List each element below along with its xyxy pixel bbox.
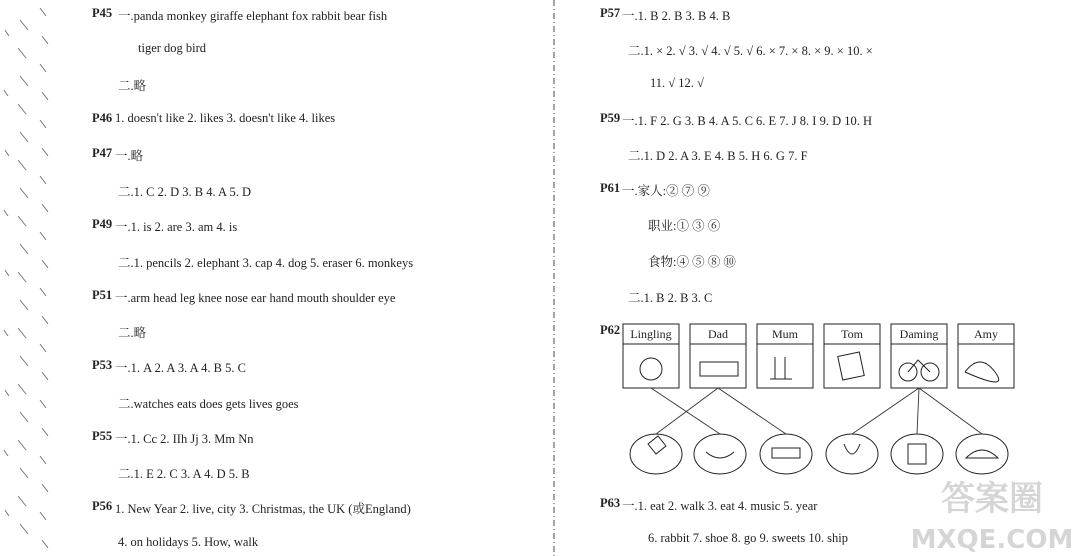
p61-line1: 一.家人:② ⑦ ⑨ [622, 184, 710, 198]
center-divider [552, 0, 556, 556]
p47-line2: 二.1. C 2. D 3. B 4. A 5. D [118, 185, 252, 199]
p49-label: P49 [92, 217, 113, 231]
p46-label: P46 [92, 111, 113, 125]
p59-line1: 一.1. F 2. G 3. B 4. A 5. C 6. E 7. J 8. I 9. D 10. H [622, 114, 873, 128]
p55-label: P55 [92, 429, 113, 443]
oval-bowl [694, 434, 746, 474]
p61-line4: 二.1. B 2. B 3. C [628, 291, 713, 305]
p57-label: P57 [600, 6, 621, 20]
p62-label: P62 [600, 323, 621, 337]
watermark-logo [905, 470, 1080, 556]
p63-line2: 6. rabbit 7. shoe 8. go 9. sweets 10. ship [648, 531, 848, 545]
watermark-text-2: MXQE.COM [910, 525, 1074, 555]
p53-label: P53 [92, 358, 113, 372]
teapot-icon [640, 358, 662, 380]
left-border-decoration [0, 0, 60, 556]
p62-name-tom: Tom [841, 327, 863, 341]
oval-yoyo [891, 434, 943, 474]
p51-label: P51 [92, 288, 113, 302]
p62-name-dad: Dad [708, 327, 728, 341]
p51-line2: 二.略 [118, 326, 147, 340]
p56-line2: 4. on holidays 5. How, walk [118, 535, 259, 549]
p46-text: 1. doesn't like 2. likes 3. doesn't like 4. likes [115, 111, 336, 125]
p56-line1: 1. New Year 2. live, city 3. Christmas, the UK (或England) [115, 502, 411, 516]
p62-name-lingling: Lingling [630, 327, 672, 341]
p55-line2: 二.1. E 2. C 3. A 4. D 5. B [118, 467, 250, 481]
p57-line1: 一.1. B 2. B 3. B 4. B [622, 9, 731, 23]
p57-line3: 11. √ 12. √ [650, 76, 704, 90]
p53-line1: 一.1. A 2. A 3. A 4. B 5. C [115, 361, 246, 375]
p53-line2: 二.watches eats does gets lives goes [118, 397, 299, 411]
p49-line1: 一.1. is 2. are 3. am 4. is [115, 220, 238, 234]
p45-line1: 一.panda monkey giraffe elephant fox rabbit bear fish [118, 9, 388, 23]
p62-name-mum: Mum [771, 327, 799, 341]
p56-label: P56 [92, 499, 113, 513]
p62-name-amy: Amy [974, 327, 998, 341]
watermark-text-1: 答案圈 [941, 479, 1043, 519]
rope-icon [965, 362, 999, 382]
p51-line1: 一.arm head leg knee nose ear hand mouth shoulder eye [115, 291, 396, 305]
p62-matching-figure [620, 322, 1020, 482]
p63-line1: 一.1. eat 2. walk 3. eat 4. music 5. year [622, 499, 818, 513]
p61-line2: 职业:① ③ ⑥ [648, 219, 721, 233]
p59-line2: 二.1. D 2. A 3. E 4. B 5. H 6. G 7. F [628, 149, 808, 163]
p45-line3: 二.略 [118, 79, 147, 93]
p47-label: P47 [92, 146, 113, 160]
p49-line2: 二.1. pencils 2. elephant 3. cap 4. dog 5. eraser 6. monkeys [118, 256, 414, 270]
p59-label: P59 [600, 111, 621, 125]
p61-line3: 食物:④ ⑤ ⑧ ⑩ [648, 255, 736, 269]
p45-label: P45 [92, 6, 113, 20]
p63-label: P63 [600, 496, 621, 510]
oval-cake [760, 434, 812, 474]
p61-label: P61 [600, 181, 621, 195]
p62-name-daming: Daming [899, 327, 939, 341]
oval-car [956, 434, 1008, 474]
p45-line2: tiger dog bird [138, 41, 207, 55]
shop-icon [700, 362, 738, 376]
p57-line2: 二.1. × 2. √ 3. √ 4. √ 5. √ 6. × 7. × 8. × 9. × 10. × [628, 44, 873, 58]
kitchen-icon [770, 357, 792, 379]
p47-line1: 一.略 [115, 149, 144, 163]
book-icon [838, 352, 865, 380]
p55-line1: 一.1. Cc 2. IIh Jj 3. Mm Nn [115, 432, 254, 446]
